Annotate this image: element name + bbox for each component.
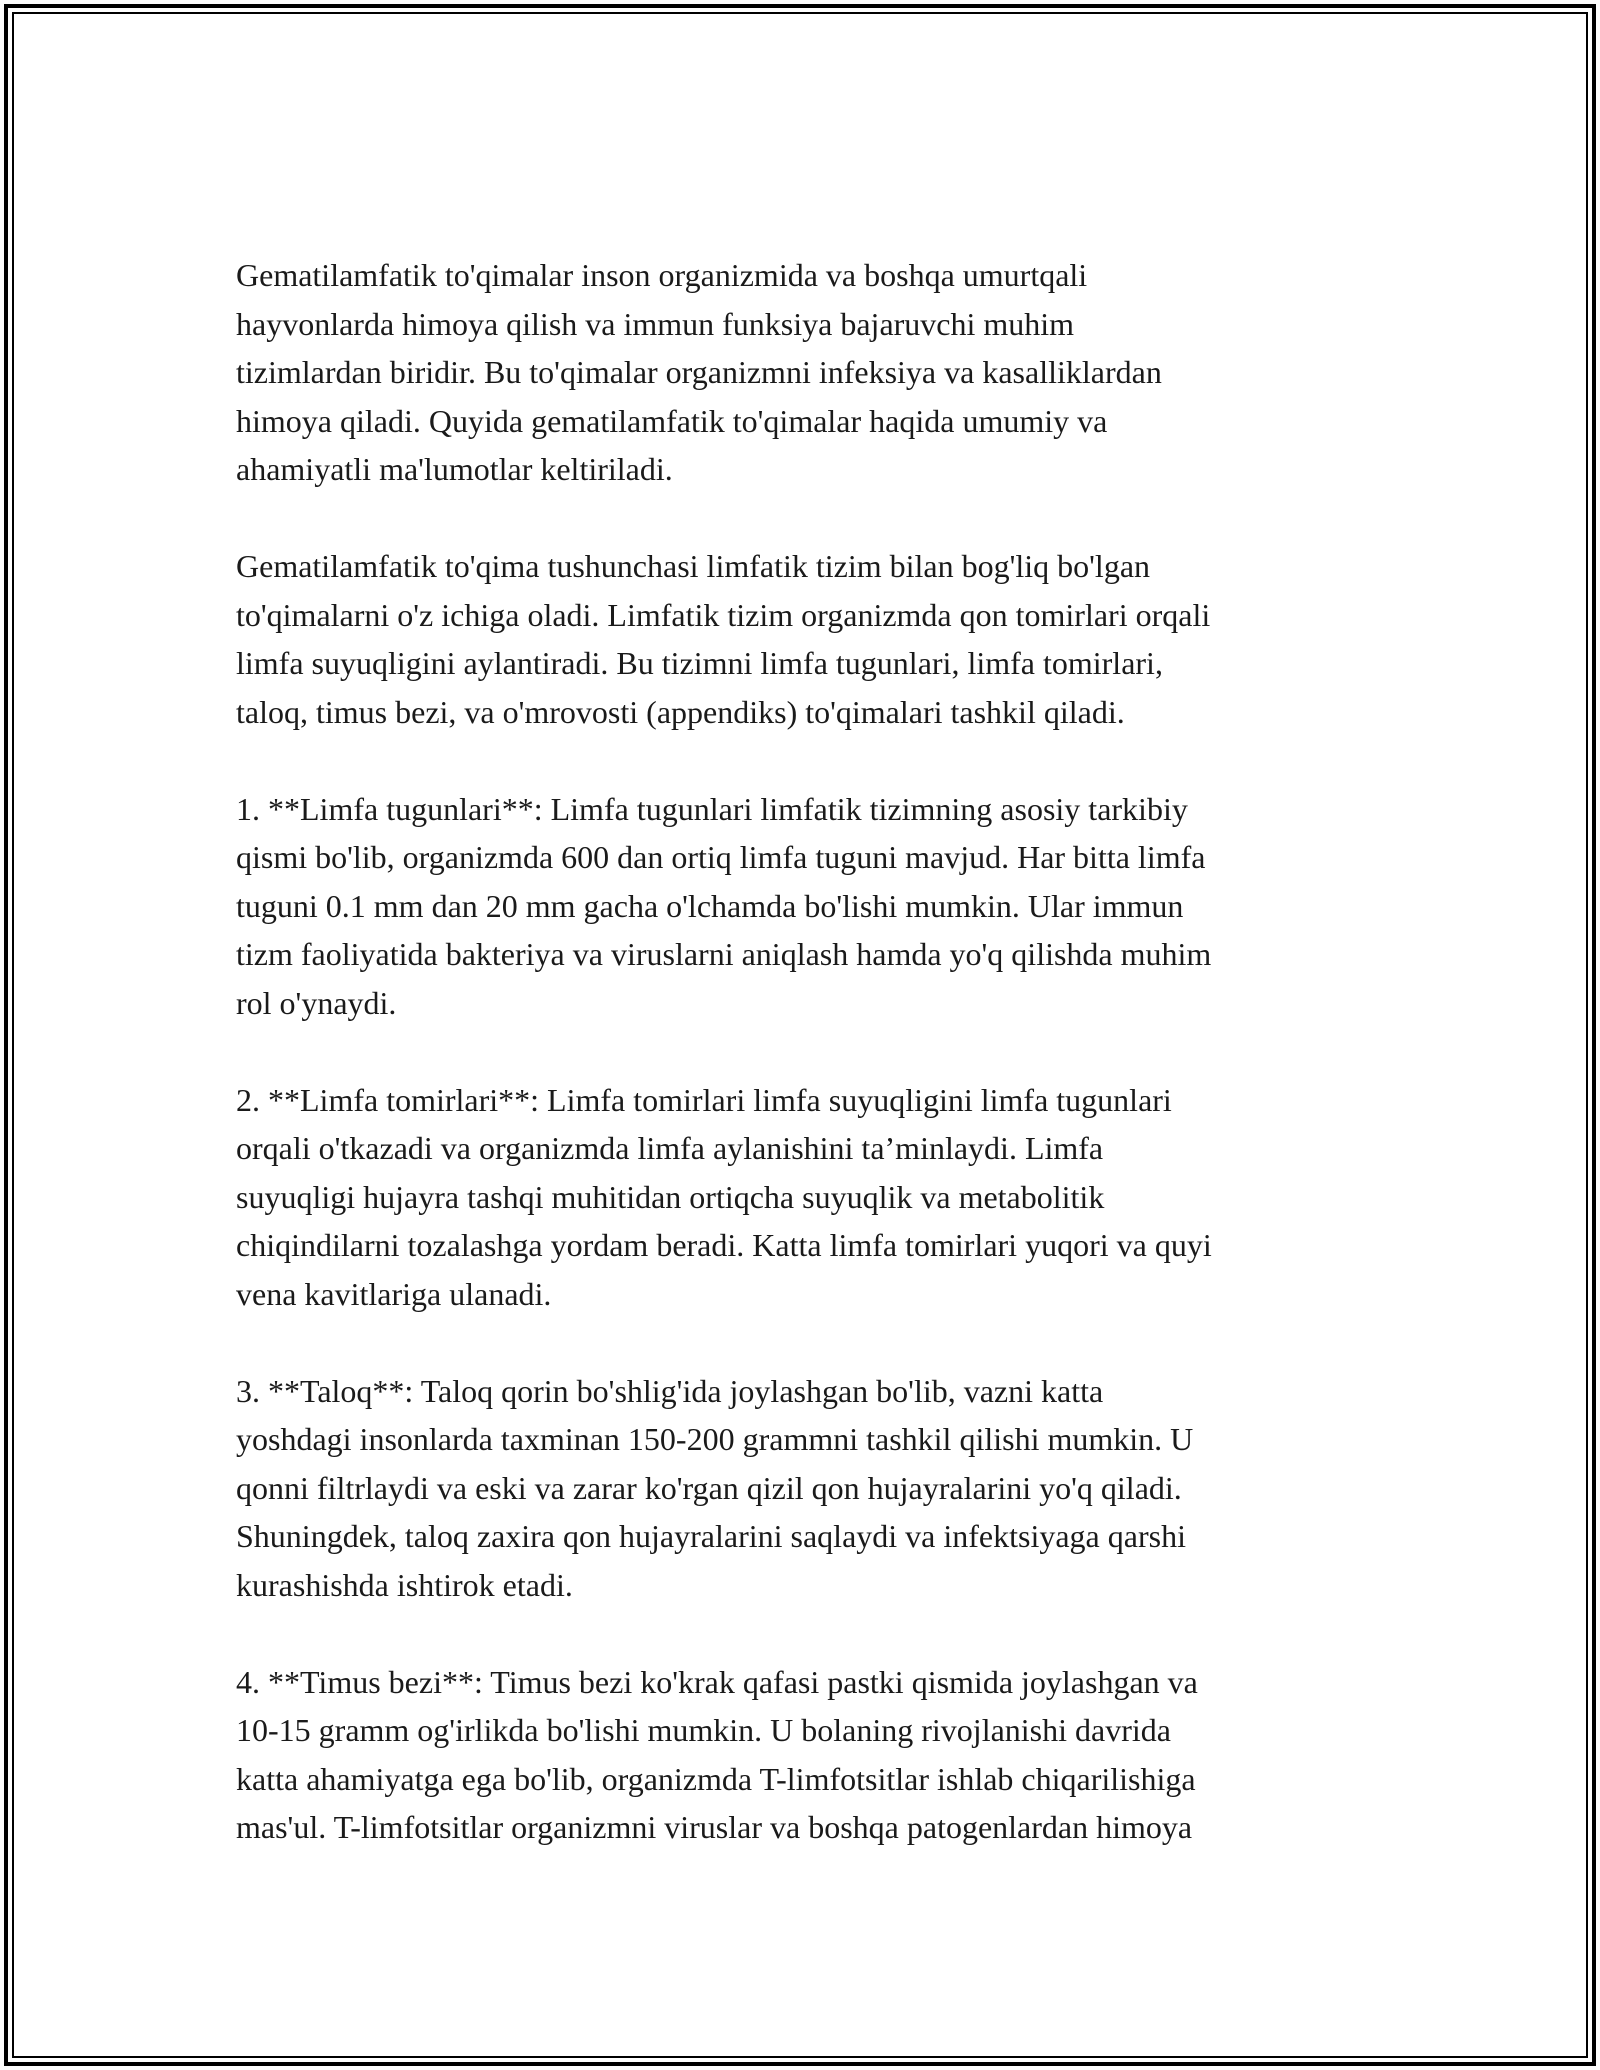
text-line: kurashishda ishtirok etadi.: [236, 1566, 573, 1603]
text-line: tuguni 0.1 mm dan 20 mm gacha o'lchamda bo'lishi mumkin. Ular immun: [236, 887, 1184, 924]
text-line: Shuningdek, taloq zaxira qon hujayralarini saqlaydi va infektsiyaga qarshi: [236, 1518, 1186, 1554]
text-line: orqali o'tkazadi va organizmda limfa aylanishini ta’minlaydi. Limfa: [236, 1130, 1104, 1166]
text-line: 10-15 gramm og'irlikda bo'lishi mumkin. U bolaning rivojlanishi davrida: [236, 1712, 1171, 1748]
text-line: himoya qiladi. Quyida gematilamfatik to'qimalar haqida umumiy va: [236, 402, 1108, 439]
text-line: chiqindilarni tozalashga yordam beradi. Katta limfa tomirlari yuqori va quyi: [236, 1227, 1212, 1263]
text-line: qonni filtrlaydi va eski va zarar ko'rgan qizil qon hujayralarini yo'q qiladi.: [236, 1469, 1182, 1506]
text-line: ahamiyatli ma'lumotlar keltiriladi.: [236, 451, 673, 487]
text-line: katta ahamiyatga ega bo'lib, organizmda T-limfotsitlar ishlab chiqarilishiga: [236, 1760, 1196, 1797]
text-line: vena kavitlariga ulanadi.: [236, 1275, 552, 1312]
paragraph-definition: [236, 542, 1376, 736]
text-line: taloq, timus bezi, va o'mrovosti (appendiks) to'qimalari tashkil qiladi.: [236, 693, 1125, 730]
paragraph-item-4: [236, 1658, 1376, 1852]
text-line: tizm faoliyatida bakteriya va viruslarni aniqlash hamda yo'q qilishda muhim: [236, 936, 1212, 972]
paragraph-item-3: [236, 1367, 1376, 1610]
text-line: Gematilamfatik to'qima tushunchasi limfatik tizim bilan bog'liq bo'lgan: [236, 548, 1151, 584]
document-body: [236, 251, 1376, 1900]
text-line: rol o'ynaydi.: [236, 984, 397, 1021]
text-line: 1. **Limfa tugunlari**: Limfa tugunlari limfatik tizimning asosiy tarkibiy: [236, 790, 1188, 827]
paragraph-item-2: [236, 1076, 1376, 1319]
text-line: qismi bo'lib, organizmda 600 dan ortiq limfa tuguni mavjud. Har bitta limfa: [236, 839, 1206, 875]
paragraph-intro: [236, 251, 1376, 494]
text-line: to'qimalarni o'z ichiga oladi. Limfatik tizim organizmda qon tomirlari orqali: [236, 596, 1211, 633]
text-line: yoshdagi insonlarda taxminan 150-200 grammni tashkil qilishi mumkin. U: [236, 1421, 1194, 1457]
text-line: tizimlardan biridir. Bu to'qimalar organizmni infeksiya va kasalliklardan: [236, 354, 1162, 390]
text-line: suyuqligi hujayra tashqi muhitidan ortiqcha suyuqlik va metabolitik: [236, 1178, 1105, 1215]
text-line: Gematilamfatik to'qimalar inson organizmida va boshqa umurtqali: [236, 257, 1088, 293]
text-line: 4. **Timus bezi**: Timus bezi ko'krak qafasi pastki qismida joylashgan va: [236, 1663, 1198, 1700]
text-line: 2. **Limfa tomirlari**: Limfa tomirlari limfa suyuqligini limfa tugunlari: [236, 1081, 1172, 1118]
paragraph-item-1: [236, 785, 1376, 1028]
text-line: 3. **Taloq**: Taloq qorin bo'shlig'ida joylashgan bo'lib, vazni katta: [236, 1372, 1104, 1409]
text-line: mas'ul. T-limfotsitlar organizmni viruslar va boshqa patogenlardan himoya: [236, 1809, 1193, 1845]
text-line: limfa suyuqligini aylantiradi. Bu tizimni limfa tugunlari, limfa tomirlari,: [236, 645, 1163, 681]
text-line: hayvonlarda himoya qilish va immun funksiya bajaruvchi muhim: [236, 305, 1075, 342]
